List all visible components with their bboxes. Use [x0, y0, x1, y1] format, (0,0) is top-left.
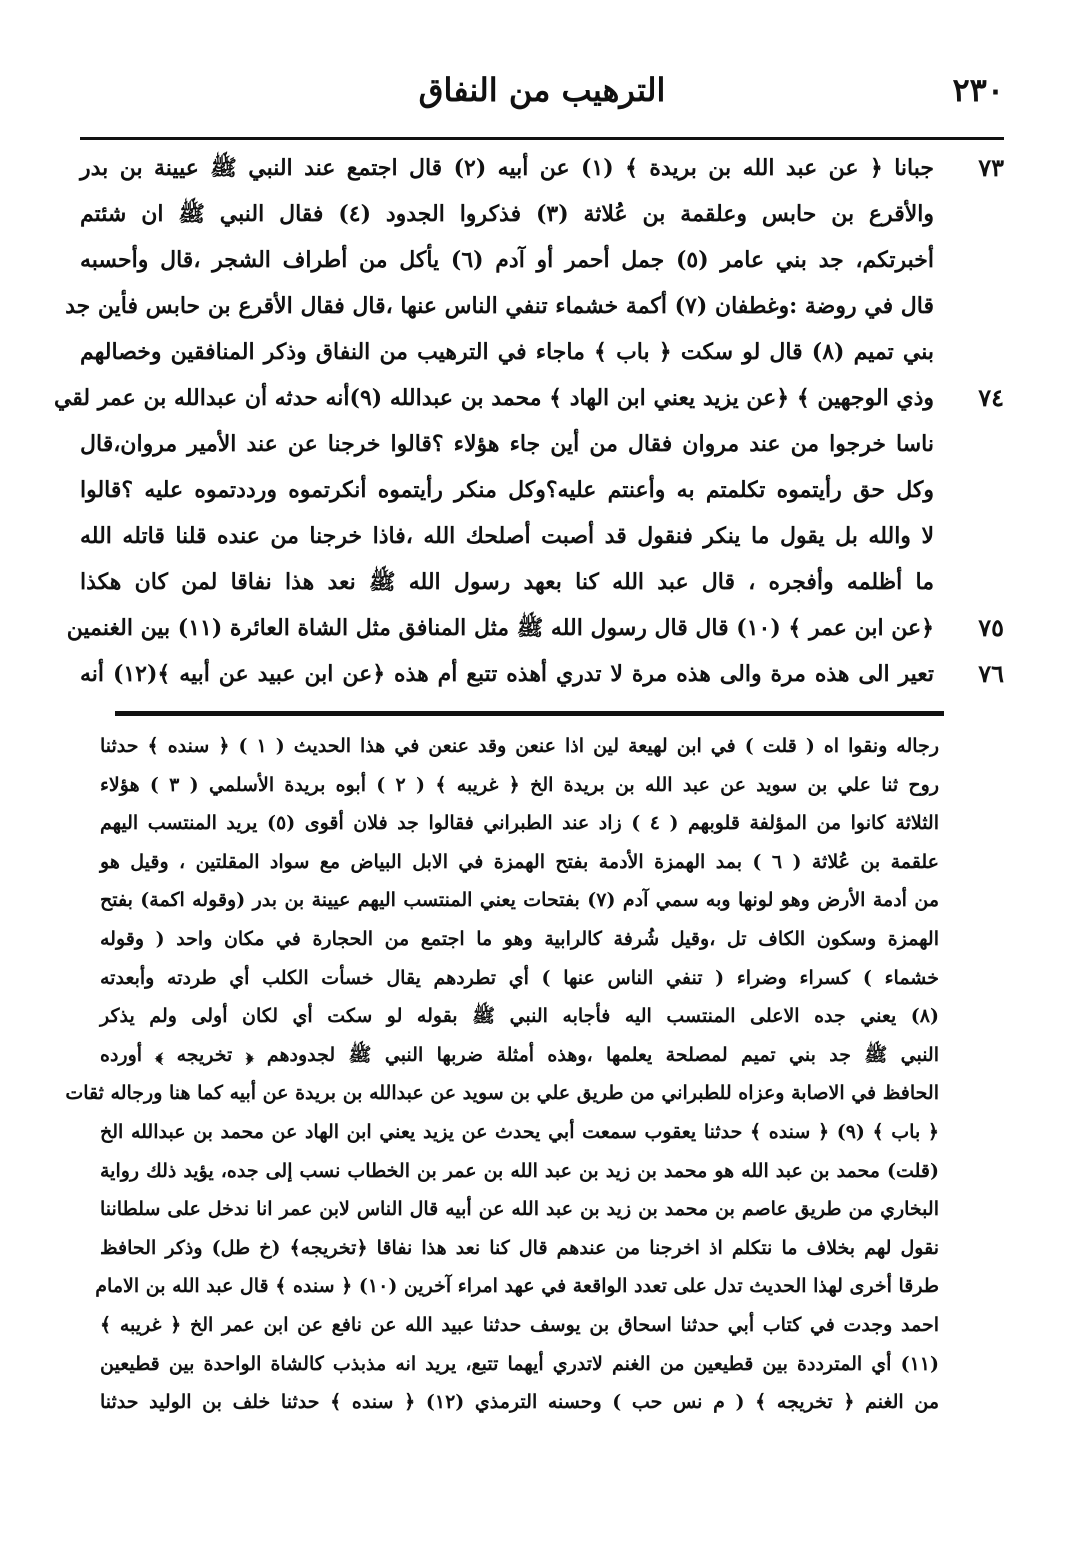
footnote-line: (١١) أي المترددة بين قطيعين من الغنم لاتدري أيهما تتبع، يريد انه مذبذب كالشاة الواحدة بين قطيعين — [100, 1352, 939, 1375]
main-text-line — [80, 559, 1004, 605]
footnote-line: نقول لهم بخلاف ما نتكلم اذ اخرجنا من عندهم قال كنا نعد هذا نفاقا ﴿تخريجه﴾ (خ طل) وذكر الحافظ — [100, 1236, 939, 1259]
footnote-line: الحافظ في الاصابة وعزاه للطبراني من طريق علي بن سويد عن عبدالله بن بريدة عن أبيه كما هنا ورجاله ثقات — [65, 1082, 939, 1105]
hadith-number: ٧٣ — [978, 153, 1004, 182]
main-line-text: قال في روضة :وغطفان (٧) أكمة خشماء تنفي الناس عنها ،قال فقال الأقرع بن حابس فأين جد — [65, 293, 934, 319]
footnote-line: خشماء ) كسراء وضراء ( تنفي الناس عنها ) أي تطردهم يقال خسأت الكلب أي طردته وأبعدته — [100, 966, 939, 989]
footnote-line: البخاري من طريق عاصم بن محمد بن زيد بن عبد الله عن أبيه قال الناس لابن عمر انا ندخل على سلطاننا — [100, 1198, 939, 1221]
footnotes — [65, 727, 940, 1422]
footnote-line: روح ثنا علي بن سويد عن عبد الله بن بريدة الخ ﴿ غريبه ﴾ ( ٢ ) أبوه بريدة الأسلمي ( ٣ ) هؤلاء — [100, 773, 940, 796]
main-text-line — [53, 375, 1004, 421]
footnote-line: طرقا أخرى لهذا الحديث تدل على تعدد الواقعة في عهد امراء آخرين (١٠) ﴿ سنده ﴾ قال عبد الله بن الامام — [95, 1275, 939, 1298]
hadith-number: ٧٦ — [978, 659, 1004, 688]
hadith-number: ٧٥ — [978, 613, 1004, 642]
main-line-text: جبانا ﴿ عن عبد الله بن بريدة ﴾ (١) عن أبيه (٢) قال اجتمع عند النبي ﷺ عيينة بن بدر — [80, 155, 934, 181]
main-line-text: بني تميم (٨) قال لو سكت ﴿ باب ﴾ ماجاء في الترهيب من النفاق وذكر المنافقين وخصالهم — [80, 339, 935, 365]
footnote-line: من أدمة الأرض وهو لونها وبه سمي آدم (٧) بفتحات يعني المنتسب اليهم عيينة بن بدر (وقوله اكمة) بفتح — [100, 889, 939, 912]
main-line-text: تعير الى هذه مرة والى هذه مرة لا تدري أهذه تتبع أم هذه ﴿عن ابن عبيد عن أبيه ﴾(١٢) أنه — [80, 661, 934, 687]
main-text — [53, 145, 1004, 697]
footnote-line: (٨) يعني جده الاعلى المنتسب اليه فأجابه النبي ﷺ بقوله لو سكت أي لكان أولى ولم يذكر — [100, 1005, 939, 1028]
main-line-text: أخبرتكم، جد بني عامر (٥) جمل أحمر أو آدم (٦) يأكل من أطراف الشجر ،قال وأحسبه — [80, 247, 934, 273]
main-line-text: لا والله بل يقول ما ينكر فنقول قد أصبت أصلحك الله ،فاذا خرجنا من عنده قلنا قاتله الله — [80, 523, 934, 549]
footnote-divider — [115, 711, 944, 716]
main-line-text: والأقرع بن حابس وعلقمة بن عُلاثة (٣) فذكروا الجدود (٤) فقال النبي ﷺ ان شئتم — [80, 201, 934, 227]
main-text-line — [80, 237, 1004, 283]
main-line-text: ما أظلمه وأفجره ، قال عبد الله كنا بعهد رسول الله ﷺ نعد هذا نفاقا لمن كان هكذا — [80, 569, 934, 595]
main-text-line — [80, 191, 1004, 237]
footnote-line: من الغنم ﴿ تخريجه ﴾ ( م نس حب ) وحسنه الترمذي (١٢) ﴿ سنده ﴾ حدثنا خلف بن الوليد حدثنا — [100, 1391, 939, 1414]
page-number: ٢٣٠ — [952, 71, 1004, 109]
footnote-line: علقمة بن عُلاثة ( ٦ ) بمد الهمزة الأدمة بفتح الهمزة في الابل البياض مع سواد المقلتين ، وقيل هو — [100, 850, 939, 873]
running-title: الترهيب من النفاق — [418, 71, 666, 109]
main-line-text: ﴿عن ابن عمر ﴾ (١٠) قال قال رسول الله ﷺ مثل المنافق مثل الشاة العائرة (١١) بين الغنمين — [66, 615, 934, 641]
page-header — [80, 60, 1004, 120]
main-text-line — [66, 605, 1004, 651]
footnote-line: رجاله ونقوا اه ( قلت ) في ابن لهيعة لين اذا عنعن وقد عنعن في هذا الحديث ( ١ ) ﴿ سنده ﴾ حدثنا — [100, 735, 939, 757]
main-line-text: ناسا خرجوا من عند مروان فقال من أين جاء هؤلاء ؟قالوا خرجنا عن عند الأمير مروان،قال — [80, 431, 934, 457]
main-text-line — [80, 145, 1004, 191]
main-text-line — [80, 651, 1004, 697]
main-line-text: وذي الوجهين ﴾ ﴿عن يزيد يعني ابن الهاد ﴾ محمد بن عبدالله (٩)أنه حدثه أن عبدالله بن عمر لقي — [53, 385, 934, 411]
footnote-line: الثلاثة كانوا من المؤلفة قلوبهم ( ٤ ) زاد عند الطبراني فقالوا جد فلان أقوى (٥) يريد المنتسب اليهم — [100, 812, 939, 835]
main-text-line — [80, 329, 1004, 375]
main-line-text: وكل حق رأيتموه تكلمتم به وأعنتم عليه؟وكل منكر رأيتموه أنكرتموه ورددتموه عليه ؟قالوا — [80, 477, 934, 503]
main-text-line — [80, 513, 1004, 559]
footnote-line: احمد وجدت في كتاب أبي حدثنا اسحاق بن يوسف حدثنا عبيد الله عن نافع عن ابن عمر الخ ﴿ غريبه ﴾ — [100, 1313, 939, 1336]
hadith-number: ٧٤ — [978, 383, 1004, 412]
footnote-line: (قلت) محمد بن عبد الله هو محمد بن زيد بن عبد الله بن عمر بن الخطاب نسب إلى جده، يؤيد ذلك رواية — [100, 1159, 940, 1182]
footnote-line: الهمزة وسكون الكاف تل ،وقيل شُرفة كالرابية وهو ما اجتمع من الحجارة في مكان واحد ( وقوله — [100, 927, 939, 950]
main-text-line — [80, 421, 1004, 467]
header-divider — [80, 137, 1004, 140]
footnote-line: النبي ﷺ جد بني تميم لمصلحة يعلمها ،وهذه أمثلة ضربها النبي ﷺ لجدودهم ﴿ تخريجه ﴾ أورده — [100, 1043, 939, 1066]
main-text-line — [65, 283, 1004, 329]
footnote-line: ﴿ باب ﴾ (٩) ﴿ سنده ﴾ حدثنا يعقوب سمعت أبي يحدث عن يزيد يعني ابن الهاد عن محمد بن عبدالله الخ — [100, 1120, 939, 1143]
main-text-line — [80, 467, 1004, 513]
